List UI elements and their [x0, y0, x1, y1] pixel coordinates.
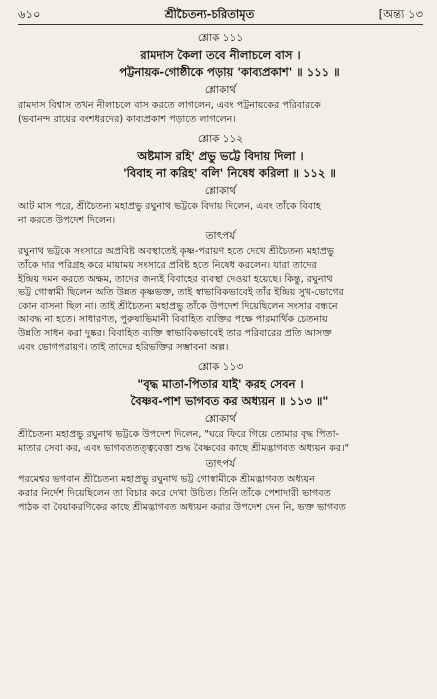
- verse-line: 'বিবাহ না করিহ' বলি' নিষেধ করিলা ॥ ১১২ ॥: [123, 166, 336, 181]
- verse-line: পট্টনায়ক-গোষ্ঠীকে পড়ায় 'কাব্যপ্রকাশ' ॥ ১১১ ॥: [119, 65, 340, 79]
- text-line: (ভবানন্দ রায়ের বংশধরদের) কাব্যপ্রকাশ পড়াতে লাগলেন।: [18, 113, 236, 125]
- header-rule: [18, 24, 423, 25]
- text-line: না করতে উপদেশ দিলেন।: [18, 214, 116, 226]
- purport-text: [18, 473, 423, 514]
- text-line: মাতার সেবা কর, এবং ভাগবততত্ত্ববেত্তা শুদ্ধ বৈষ্ণবের কাছে শ্রীমদ্ভাগবত অধ্যয়ন কর।": [18, 442, 349, 454]
- text-line: ইন্দ্রিয় দমন করতে অক্ষম, তাদের জন্যই বিবাহের ব্যবস্থা দেওয়া হয়েছে। কিন্তু, রঘুনাথ: [18, 273, 333, 285]
- text-line: শ্রীচৈতন্য মহাপ্রভু রঘুনাথ ভট্টকে উপদেশ দিলেন, "ঘরে ফিরে গিয়ে তোমার বৃদ্ধ পিতা-: [18, 429, 339, 441]
- page-number: ৬১০: [18, 7, 41, 21]
- verse-line: রামদাস কৈলা তবে নীলাচলে বাস ।: [140, 48, 301, 62]
- running-header: [18, 6, 423, 22]
- book-title: শ্রীচৈতন্য-চরিতামৃত: [164, 7, 255, 21]
- text-line: এবং ভোগপরায়ণ। তাই তাদের হরিভক্তির সম্ভাবনা অল্প।: [18, 341, 229, 353]
- verse-line: অষ্টমাস রহি' প্রভু ভট্টে বিদায় দিলা ।: [137, 149, 304, 164]
- text-line: করার নির্দেশ দিয়েছিলেন তা বিচার করে দেখা উচিত। তিনি তাঁকে পেশাদারী ভাগবত: [18, 487, 331, 499]
- sloka-label: শ্লোক ১১১: [197, 32, 244, 44]
- sloka-block-112: [18, 132, 423, 354]
- sloka-label: শ্লোক ১১২: [197, 133, 244, 146]
- text-line: কোন বাসনা ছিল না। তাই শ্রীচৈতন্য মহাপ্রভু তাঁকে উপদেশ দিয়েছিলেন সংসার বন্ধনে: [18, 300, 338, 312]
- translation-label: শ্লোকার্থ: [204, 84, 237, 96]
- section-label: [অন্ত্য ১৩: [378, 7, 423, 21]
- sloka-block-111: [18, 31, 423, 126]
- verse-line: "বৃদ্ধ মাতা-পিতার যাই' করহ সেবন ।: [137, 377, 304, 392]
- translation-text: [18, 428, 423, 455]
- translation-label: শ্লোকার্থ: [204, 185, 237, 198]
- translation-text: [18, 99, 423, 126]
- translation-text: [18, 200, 423, 227]
- text-line: আট মাস পরে, শ্রীচৈতন্য মহাপ্রভু রঘুনাথ ভট্টকে বিদায় দিলেন, এবং তাঁকে বিবাহ: [18, 201, 321, 213]
- text-line: আবদ্ধ না হতে। সাধারণত, পুরুষাভিমানী বিবাহিত ব্যক্তির পক্ষে পারমার্থিক চেতনায়: [18, 314, 328, 326]
- translation-label: শ্লোকার্থ: [204, 413, 237, 426]
- text-line: পরমেশ্বর ভগবান শ্রীচৈতন্য মহাপ্রভু রঘুনাথ ভট্ট গোস্বামীকে শ্রীমদ্ভাগবত অধ্যয়ন: [18, 474, 315, 486]
- text-line: ভট্ট গোস্বামী ছিলেন অতি উন্নত কৃষ্ণভক্ত, তাই স্বাভাবিকভাবেই তাঁর ইন্দ্রিয় সুখ-ভোগের: [18, 287, 344, 299]
- sloka-block-113: [18, 360, 423, 514]
- text-line: উন্নতি সাধন করা দুষ্কর। বিবাহিত ব্যক্তি স্বাভাবিকভাবেই তার পরিবারের প্রতি আসক্ত: [18, 327, 332, 339]
- purport-text: [18, 245, 423, 354]
- text-line: রামদাস বিশ্বাস তখন নীলাচলে বাস করতে লাগলেন, এবং পট্টনায়কের পরিবারকে: [18, 100, 321, 111]
- text-line: পাঠক বা বৈয়াকরণিকের কাছে শ্রীমদ্ভাগবত অধ্যয়ন করার উপদেশ দেন নি, ভক্ত ভাগবত: [18, 501, 346, 513]
- verse-line: বৈষ্ণব-পাশ ভাগবত কর অধ্যয়ন ॥ ১১৩ ॥": [130, 394, 329, 409]
- sloka-label: শ্লোক ১১৩: [197, 361, 244, 374]
- text-line: তাঁকে দার পরিগ্রহ করে মায়াময় সংসারে প্রবিষ্ট হতে নিষেধ করলেন। যারা তাদের: [18, 259, 317, 271]
- purport-label: তাৎপর্য: [205, 458, 236, 471]
- text-line: রঘুনাথ ভট্টকে সংসারে অপ্রবিষ্ট অবস্থাতেই কৃষ্ণ-পরায়ণ হতে দেখে শ্রীচৈতন্য মহাপ্রভু: [18, 246, 335, 258]
- purport-label: তাৎপর্য: [205, 230, 236, 243]
